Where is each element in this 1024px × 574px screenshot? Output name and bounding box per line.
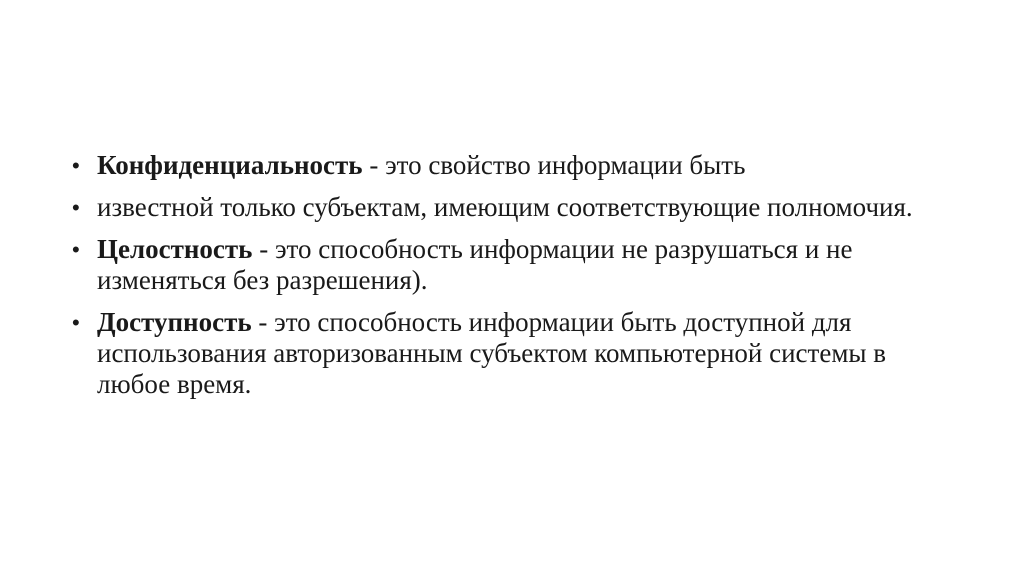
definition-text: - это способность информации быть доступной для использования авторизованным субъектом компьютерной системы в любое время.	[97, 307, 887, 399]
definition-text: - это способность информации не разрушаться и не изменяться без разрешения).	[97, 234, 853, 295]
bullet-item-confidentiality	[72, 150, 952, 181]
bullet-dot-icon: •	[72, 310, 80, 335]
definition-text: известной только субъектам, имеющим соответствующие полномочия.	[97, 192, 913, 222]
bullet-item-integrity	[72, 234, 952, 296]
term-availability: Доступность	[97, 307, 252, 337]
term-confidentiality: Конфиденциальность	[97, 150, 363, 180]
bullet-dot-icon: •	[72, 237, 80, 262]
bullet-item-continuation	[72, 192, 952, 223]
bullet-item-availability	[72, 307, 952, 400]
bullet-dot-icon: •	[72, 195, 80, 220]
bullet-dot-icon: •	[72, 153, 80, 178]
definition-text: - это свойство информации быть	[362, 150, 746, 180]
bullet-list	[72, 150, 952, 411]
term-integrity: Целостность	[97, 234, 253, 264]
